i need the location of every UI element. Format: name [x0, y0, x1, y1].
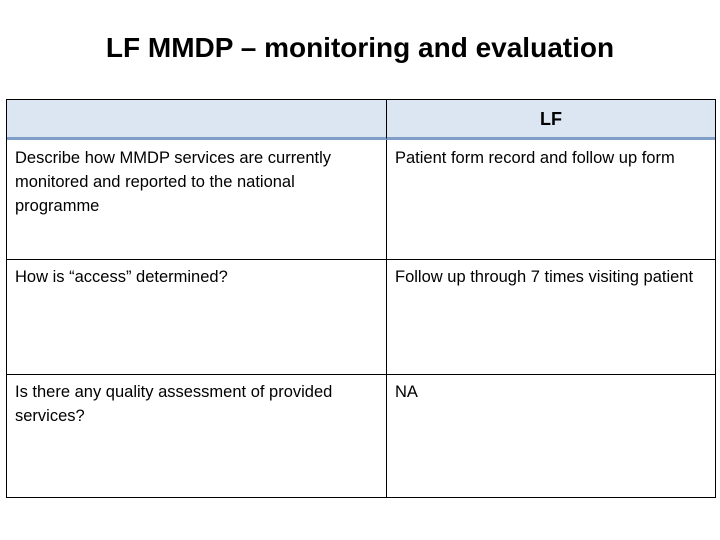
slide-title: LF MMDP – monitoring and evaluation — [105, 32, 615, 63]
question-cell-access: How is “access” determined? — [7, 260, 387, 375]
table-header-empty-cell — [7, 100, 387, 140]
table-header-lf: LF — [387, 100, 715, 140]
answer-cell-access: Follow up through 7 times visiting patient — [387, 260, 715, 375]
question-cell-quality: Is there any quality assessment of provided services? — [7, 375, 387, 497]
answer-cell-monitoring: Patient form record and follow up form — [387, 140, 715, 260]
question-cell-monitoring: Describe how MMDP services are currently monitored and reported to the national programme — [7, 140, 387, 260]
answer-cell-quality: NA — [395, 383, 418, 401]
monitoring-table — [6, 99, 716, 498]
